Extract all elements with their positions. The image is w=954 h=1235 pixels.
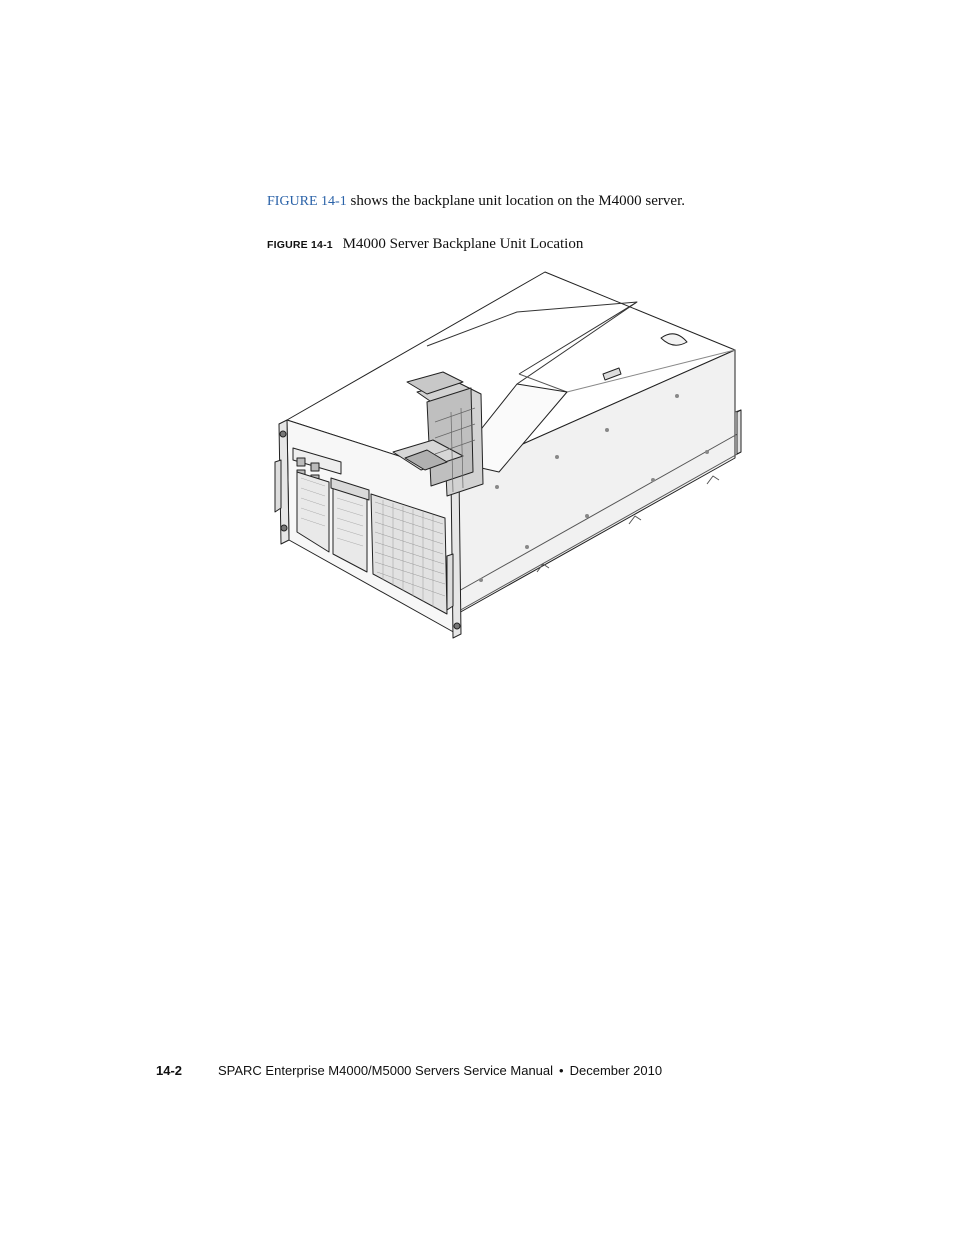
server-illustration bbox=[267, 262, 747, 642]
left-handle bbox=[275, 460, 281, 512]
manual-title: SPARC Enterprise M4000/M5000 Servers Service Manual bbox=[218, 1063, 554, 1078]
page-number: 14-2 bbox=[156, 1063, 183, 1078]
server-drawing bbox=[267, 262, 747, 642]
figure-cross-reference-link[interactable]: FIGURE 14-1 bbox=[267, 194, 347, 209]
intro-text: shows the backplane unit location on the M4000 server. bbox=[350, 193, 685, 209]
publication-date: December 2010 bbox=[569, 1063, 663, 1078]
figure-title: M4000 Server Backplane Unit Location bbox=[342, 236, 584, 252]
page-footer bbox=[156, 1062, 662, 1080]
figure-caption bbox=[267, 233, 583, 256]
right-handle bbox=[447, 554, 453, 610]
figure-label: FIGURE 14-1 bbox=[267, 239, 333, 251]
intro-paragraph bbox=[267, 190, 685, 213]
footer-bullet: • bbox=[559, 1063, 564, 1078]
